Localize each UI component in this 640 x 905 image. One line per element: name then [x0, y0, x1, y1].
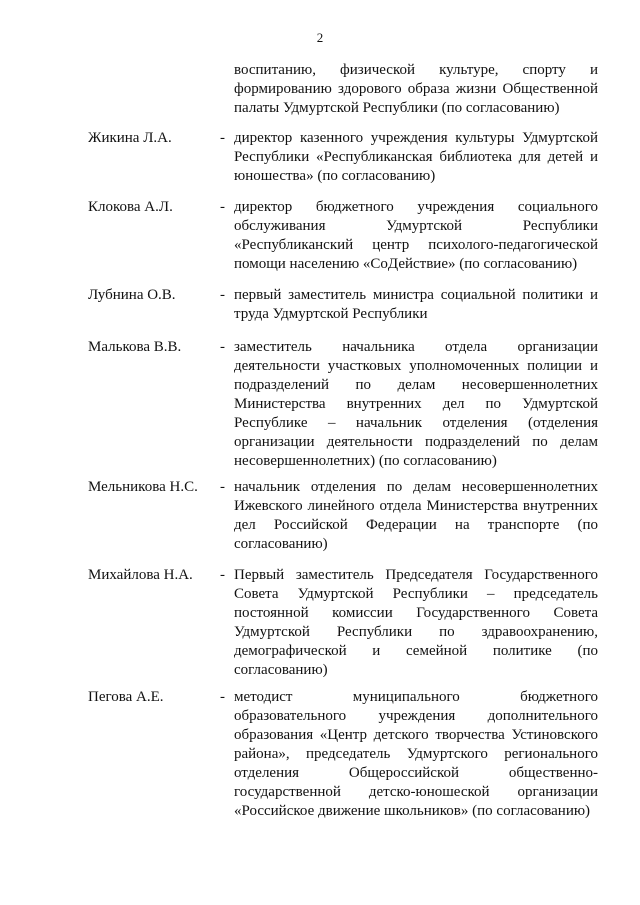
- page-number: 2: [316, 30, 324, 45]
- member-position: заместитель начальника отдела организации деятельности участковых уполномоченных полиции и подразделений по делам несовершеннолетних Министерства внутренних дел по Удмуртской Республике – начальник отделения (отделения организации деятельности подразделений по делам несовершеннолетних) (по согласованию): [234, 339, 598, 469]
- dash-separator: -: [220, 287, 225, 303]
- dash-separator: -: [220, 479, 225, 495]
- member-name: Пегова А.Е.: [88, 689, 164, 705]
- member-name: Клокова А.Л.: [88, 199, 173, 215]
- member-name: Лубнина О.В.: [88, 287, 176, 303]
- member-name: Малькова В.В.: [88, 339, 182, 355]
- member-position: директор бюджетного учреждения социального обслуживания Удмуртской Республики «Республиканский центр психолого-педагогической помощи населению «СоДействие» (по согласованию): [234, 199, 598, 272]
- dash-separator: -: [220, 199, 225, 215]
- member-position: начальник отделения по делам несовершеннолетних Ижевского линейного отдела Министерства внутренних дел Российской Федерации на транспорте (по согласованию): [234, 479, 598, 552]
- member-position: методист муниципального бюджетного образовательного учреждения дополнительного образования «Центр детского творчества Устиновского района», председатель Удмуртского регионального отделения Общероссийской общественно-государственной детско-юношеской организации «Российское движение школьников» (по согласованию): [234, 689, 598, 819]
- continuation-text: воспитанию, физической культуре, спорту и формированию здорового образа жизни Общественной палаты Удмуртской Республики (по согласованию): [234, 62, 598, 116]
- dash-separator: -: [220, 130, 225, 146]
- member-position: директор казенного учреждения культуры Удмуртской Республики «Республиканская библиотека для детей и юношества» (по согласованию): [234, 130, 598, 184]
- member-position: первый заместитель министра социальной политики и труда Удмуртской Республики: [234, 287, 598, 322]
- member-name: Михайлова Н.А.: [88, 567, 193, 583]
- dash-separator: -: [220, 689, 225, 705]
- member-position: Первый заместитель Председателя Государственного Совета Удмуртской Республики – председатель постоянной комиссии Государственного Совета Удмуртской Республики по здравоохранению, демографической и семейной политике (по согласованию): [234, 567, 598, 678]
- member-name: Мельникова Н.С.: [88, 479, 198, 495]
- dash-separator: -: [220, 339, 225, 355]
- dash-separator: -: [220, 567, 225, 583]
- member-name: Жикина Л.А.: [88, 130, 172, 146]
